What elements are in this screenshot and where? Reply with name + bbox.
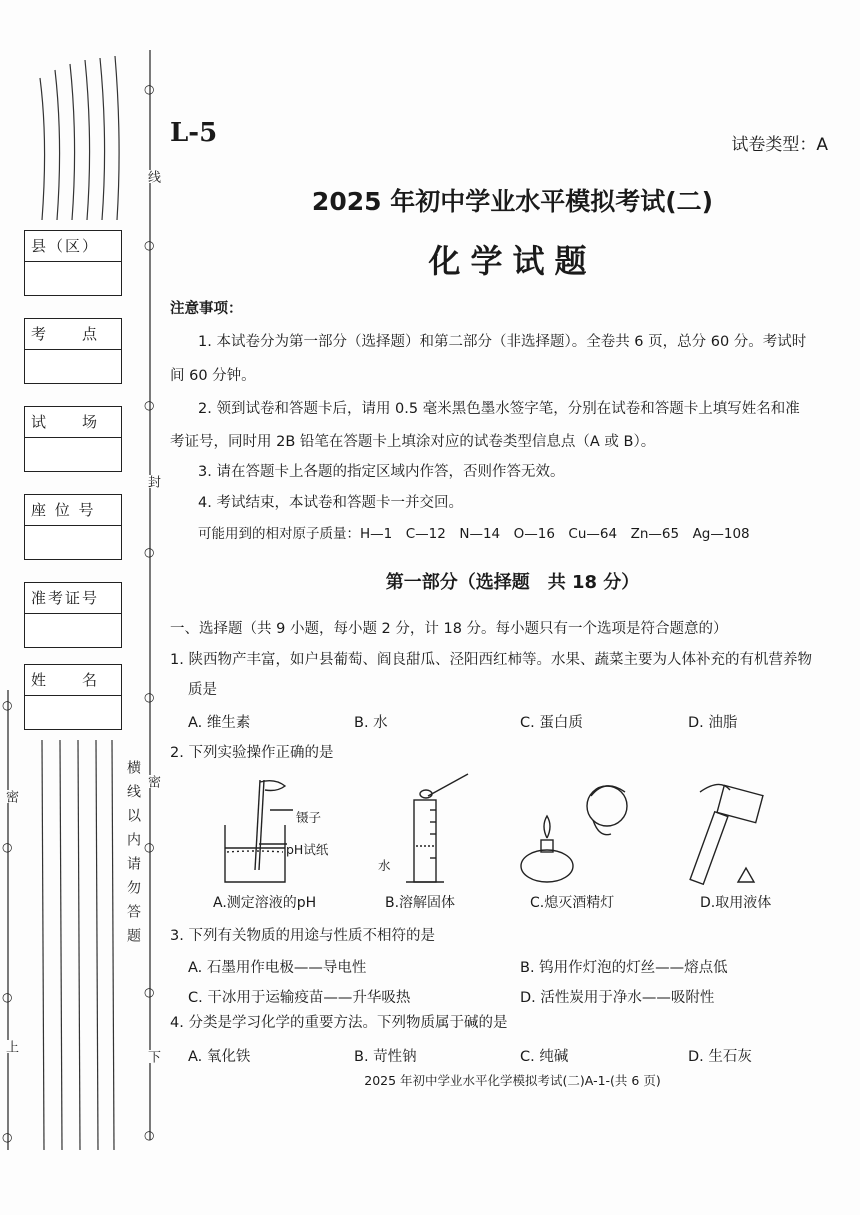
- field-exam-site[interactable]: 考 点: [24, 318, 122, 384]
- label-water: 水: [378, 858, 391, 873]
- seal-label-seal: 封: [145, 475, 160, 488]
- q4-option-c[interactable]: C. 纯碱: [520, 1049, 569, 1065]
- q1-stem-cont: 质是: [188, 682, 217, 698]
- field-ticket-number[interactable]: 准考证号: [24, 582, 122, 648]
- seal-circle: ○: [144, 690, 155, 704]
- seal-circle: ○: [144, 545, 155, 559]
- q4-option-a[interactable]: A. 氧化铁: [188, 1049, 251, 1065]
- atomic-masses: 可能用到的相对原子质量：H—1 C—12 N—14 O—16 Cu—64 Zn—65 Ag—108: [198, 526, 750, 542]
- q2-caption-b[interactable]: B.溶解固体: [385, 895, 456, 911]
- field-name[interactable]: 姓 名: [24, 664, 122, 730]
- seal-label-down: 下: [145, 1050, 160, 1063]
- q1-option-b[interactable]: B. 水: [354, 715, 388, 731]
- q3-option-c[interactable]: C. 干冰用于运输疫苗——升华吸热: [188, 990, 411, 1006]
- q3-option-b[interactable]: B. 钨用作灯泡的灯丝——熔点低: [520, 960, 728, 976]
- q3-option-a[interactable]: A. 石墨用作电极——导电性: [188, 960, 367, 976]
- edge-label-up: 上: [3, 1040, 18, 1053]
- q4-option-b[interactable]: B. 苛性钠: [354, 1049, 417, 1065]
- subject-title: 化学试题: [428, 242, 597, 280]
- edge-label-close: 密: [3, 790, 18, 803]
- seal-circle: ○: [144, 985, 155, 999]
- q1-stem: 1. 陕西物产丰富，如户县葡萄、阎良甜瓜、泾阳西红柿等。水果、蔬菜主要为人体补充的有机营养物: [170, 652, 812, 668]
- q4-stem: 4. 分类是学习化学的重要方法。下列物质属于碱的是: [170, 1015, 508, 1031]
- note-line: 3. 请在答题卡上各题的指定区域内作答，否则作答无效。: [198, 464, 565, 480]
- field-exam-room[interactable]: 试 场: [24, 406, 122, 472]
- paper-code: L-5: [170, 118, 218, 148]
- note-line: 2. 领到试卷和答题卡后，请用 0.5 毫米黑色墨水签字笔，分别在试卷和答题卡上填写姓名和准: [198, 401, 800, 417]
- page-footer: 2025 年初中学业水平化学模拟考试(二)A-1-(共 6 页): [364, 1073, 661, 1088]
- label-ph-paper: pH试纸: [286, 842, 329, 857]
- figure-alcohol-lamp: [515, 778, 635, 888]
- field-seat-number[interactable]: 座 位 号: [24, 494, 122, 560]
- edge-circle: ○: [2, 840, 13, 854]
- q2-stem: 2. 下列实验操作正确的是: [170, 745, 334, 761]
- binding-margin: [0, 0, 165, 1215]
- seal-circle: ○: [144, 1128, 155, 1142]
- section-heading: 一、选择题（共 9 小题，每小题 2 分，计 18 分。每小题只有一个选项是符合题意的）: [170, 621, 728, 637]
- q1-option-a[interactable]: A. 维生素: [188, 715, 251, 731]
- q3-stem: 3. 下列有关物质的用途与性质不相符的是: [170, 928, 435, 944]
- note-line: 考证号，同时用 2B 铅笔在答题卡上填涂对应的试卷类型信息点（A 或 B）。: [170, 434, 656, 450]
- edge-circle: ○: [2, 698, 13, 712]
- edge-circle: ○: [2, 1130, 13, 1144]
- note-line: 间 60 分钟。: [170, 368, 256, 384]
- edge-circle: ○: [2, 990, 13, 1004]
- part1-heading: 第一部分（选择题 共 18 分）: [385, 572, 640, 593]
- seal-label-line: 线: [145, 170, 160, 183]
- figure-ph-test: [215, 770, 325, 890]
- field-county[interactable]: 县（区）: [24, 230, 122, 296]
- exam-title: 2025 年初中学业水平模拟考试(二): [311, 187, 714, 216]
- q1-option-d[interactable]: D. 油脂: [688, 715, 738, 731]
- q4-option-d[interactable]: D. 生石灰: [688, 1049, 752, 1065]
- seal-circle: ○: [144, 398, 155, 412]
- seal-circle: ○: [144, 82, 155, 96]
- label-tweezers: 镊子: [296, 810, 322, 825]
- q2-caption-a[interactable]: A.测定溶液的pH: [213, 895, 317, 911]
- q3-option-d[interactable]: D. 活性炭用于净水——吸附性: [520, 990, 715, 1006]
- seal-circle: ○: [144, 840, 155, 854]
- q2-caption-d[interactable]: D.取用液体: [700, 895, 772, 911]
- seal-circle: ○: [144, 238, 155, 252]
- notes-heading: 注意事项：: [170, 301, 243, 317]
- q2-caption-c[interactable]: C.熄灭酒精灯: [530, 895, 615, 911]
- figure-cylinder: [390, 770, 480, 890]
- seal-label-close: 密: [145, 775, 160, 788]
- note-line: 4. 考试结束，本试卷和答题卡一并交回。: [198, 495, 463, 511]
- q1-option-c[interactable]: C. 蛋白质: [520, 715, 583, 731]
- note-line: 1. 本试卷分为第一部分（选择题）和第二部分（非选择题）。全卷共 6 页，总分 60 分。考试时: [198, 334, 807, 350]
- paper-type: 试卷类型：A: [731, 135, 828, 155]
- figure-pouring: [680, 772, 790, 892]
- seal-note: 横线以内请勿答题: [125, 760, 141, 952]
